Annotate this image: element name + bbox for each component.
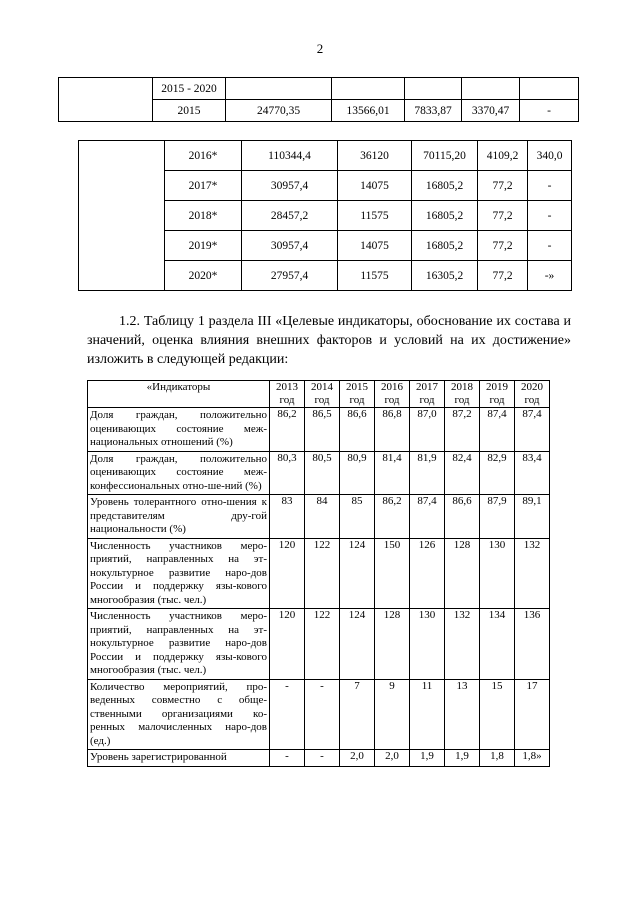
indicator-value: 150 — [375, 538, 410, 609]
indicator-value: 87,4 — [515, 408, 550, 452]
table-row — [88, 495, 550, 539]
indicator-value: 120 — [270, 609, 305, 680]
indicator-value: 13 — [445, 679, 480, 750]
indicator-value: 87,9 — [480, 495, 515, 539]
table-row — [88, 538, 550, 609]
year-header: 2015 год — [340, 381, 375, 408]
year-header: 2019 год — [480, 381, 515, 408]
indicator-value: 82,4 — [445, 451, 480, 495]
indicator-value: - — [305, 750, 340, 767]
indicator-value: 86,6 — [340, 408, 375, 452]
year-header: 2016 год — [375, 381, 410, 408]
indicator-value: 132 — [515, 538, 550, 609]
year-cell: 2015 — [153, 100, 226, 122]
indicator-value: 86,2 — [375, 495, 410, 539]
indicator-value: 83,4 — [515, 451, 550, 495]
table-row — [88, 451, 550, 495]
value-cell: 77,2 — [478, 171, 528, 201]
indicator-label: Доля граждан, положительно оценивающих состояние меж-национальных отношений (%) — [88, 408, 270, 452]
funding-table-top — [58, 77, 579, 122]
value-cell: 16805,2 — [412, 201, 478, 231]
table-row — [88, 750, 550, 767]
indicator-value: 85 — [340, 495, 375, 539]
indicator-value: 132 — [445, 609, 480, 680]
indicator-value: 9 — [375, 679, 410, 750]
indicators-header: «Индикаторы — [88, 381, 270, 408]
indicator-value: 126 — [410, 538, 445, 609]
value-cell: 77,2 — [478, 231, 528, 261]
indicator-value: 128 — [445, 538, 480, 609]
value-cell: 7833,87 — [405, 100, 462, 122]
indicator-label: Доля граждан, положительно оценивающих состояние меж-конфессиональных отно-ше-ний (%) — [88, 451, 270, 495]
indicator-value: - — [270, 750, 305, 767]
page-number: 2 — [316, 41, 324, 56]
value-cell: 14075 — [338, 171, 412, 201]
indicator-value: 87,0 — [410, 408, 445, 452]
indicator-label: Численность участников меро-приятий, направленных на эт-нокультурное развитие наро-дов России и поддержку язы-кового многообразия (тыс. чел.) — [88, 609, 270, 680]
indicator-value: 82,9 — [480, 451, 515, 495]
indicator-value: 81,4 — [375, 451, 410, 495]
indicator-value: 89,1 — [515, 495, 550, 539]
indicator-value: 134 — [480, 609, 515, 680]
indicator-value: 86,5 — [305, 408, 340, 452]
indicator-value: 80,9 — [340, 451, 375, 495]
value-cell: 14075 — [338, 231, 412, 261]
indicator-value: 87,4 — [410, 495, 445, 539]
value-cell: 16305,2 — [412, 261, 478, 291]
indicator-value: 86,6 — [445, 495, 480, 539]
indicator-value: 122 — [305, 609, 340, 680]
value-cell: 28457,2 — [242, 201, 338, 231]
indicator-value: 1,8 — [480, 750, 515, 767]
indicator-value: 122 — [305, 538, 340, 609]
indicator-value: 86,8 — [375, 408, 410, 452]
indicator-value: 130 — [480, 538, 515, 609]
indicator-value: 11 — [410, 679, 445, 750]
value-cell: 4109,2 — [478, 141, 528, 171]
indicator-value: 136 — [515, 609, 550, 680]
amendment-paragraph: 1.2. Таблицу 1 раздела III «Целевые индикаторы, обоснование их состава и значений, оценка влияния внешних факторов и условий на их достижение» изложить в следующей редакции: — [87, 314, 571, 367]
indicator-value: 87,2 — [445, 408, 480, 452]
indicator-label: Уровень толерантного отно-шения к представителям дру-гой национальности (%) — [88, 495, 270, 539]
year-header: 2014 год — [305, 381, 340, 408]
indicator-label: Количество мероприятий, про-веденных совместно с обще-ственными организациями ко-ренных малочисленных наро-дов (ед.) — [88, 679, 270, 750]
funding-table-mid — [78, 140, 572, 291]
value-cell: 77,2 — [478, 261, 528, 291]
value-cell: 16805,2 — [412, 231, 478, 261]
indicator-value: 7 — [340, 679, 375, 750]
indicator-value: 124 — [340, 609, 375, 680]
value-cell: 36120 — [338, 141, 412, 171]
indicator-value: 2,0 — [375, 750, 410, 767]
indicator-value: 1,8» — [515, 750, 550, 767]
indicator-value: - — [305, 679, 340, 750]
year-cell: 2019* — [165, 231, 242, 261]
value-cell: 70115,20 — [412, 141, 478, 171]
table-row — [79, 141, 572, 171]
indicator-value: 84 — [305, 495, 340, 539]
value-cell: 3370,47 — [462, 100, 520, 122]
indicator-value: 83 — [270, 495, 305, 539]
indicator-value: 1,9 — [445, 750, 480, 767]
indicator-value: 130 — [410, 609, 445, 680]
value-cell: 110344,4 — [242, 141, 338, 171]
indicator-value: 15 — [480, 679, 515, 750]
indicator-value: 2,0 — [340, 750, 375, 767]
indicator-value: 80,5 — [305, 451, 340, 495]
year-cell: 2018* — [165, 201, 242, 231]
value-cell: 11575 — [338, 261, 412, 291]
year-header: 2018 год — [445, 381, 480, 408]
indicator-label: Уровень зарегистрированной — [88, 750, 270, 767]
indicator-value: 1,9 — [410, 750, 445, 767]
value-cell: 340,0 — [528, 141, 572, 171]
indicator-value: 17 — [515, 679, 550, 750]
indicator-value: 124 — [340, 538, 375, 609]
year-cell: 2016* — [165, 141, 242, 171]
value-cell: 16805,2 — [412, 171, 478, 201]
period-cell: 2015 - 2020 — [153, 78, 226, 100]
empty-cell — [59, 78, 153, 122]
indicator-value: 87,4 — [480, 408, 515, 452]
year-header: 2020 год — [515, 381, 550, 408]
indicator-value: 86,2 — [270, 408, 305, 452]
header-row — [88, 381, 550, 408]
value-cell: 13566,01 — [332, 100, 405, 122]
year-header: 2013 год — [270, 381, 305, 408]
table-row — [88, 408, 550, 452]
table-row — [59, 78, 579, 100]
indicator-value: 80,3 — [270, 451, 305, 495]
value-cell: 30957,4 — [242, 171, 338, 201]
value-cell: - — [528, 171, 572, 201]
year-header: 2017 год — [410, 381, 445, 408]
value-cell: 30957,4 — [242, 231, 338, 261]
value-cell: 27957,4 — [242, 261, 338, 291]
value-cell: - — [520, 100, 579, 122]
empty-cell — [79, 141, 165, 291]
indicator-value: 120 — [270, 538, 305, 609]
table-row — [88, 679, 550, 750]
indicator-value: - — [270, 679, 305, 750]
value-cell: 11575 — [338, 201, 412, 231]
value-cell: - — [528, 231, 572, 261]
indicator-label: Численность участников меро-приятий, направленных на эт-нокультурное развитие наро-дов России и поддержку язы-кового многообразия (тыс. чел.) — [88, 538, 270, 609]
indicator-value: 128 — [375, 609, 410, 680]
year-cell: 2020* — [165, 261, 242, 291]
value-cell: 77,2 — [478, 201, 528, 231]
value-cell: - — [528, 201, 572, 231]
indicators-table — [87, 380, 550, 767]
value-cell: -» — [528, 261, 572, 291]
indicator-value: 81,9 — [410, 451, 445, 495]
year-cell: 2017* — [165, 171, 242, 201]
value-cell: 24770,35 — [226, 100, 332, 122]
table-row — [88, 609, 550, 680]
